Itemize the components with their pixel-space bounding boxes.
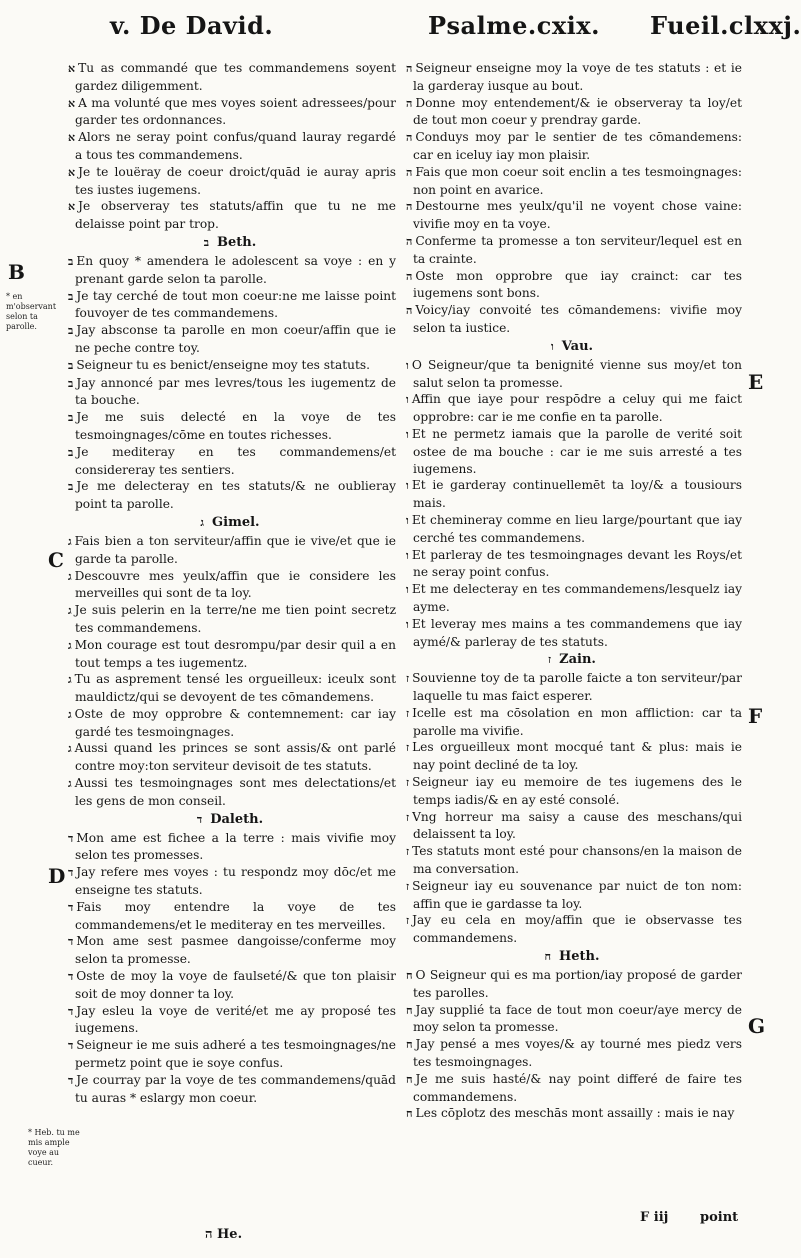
verse [402, 357, 742, 392]
section-heading [402, 337, 742, 357]
verse-marker: א [68, 165, 76, 179]
verse-marker: ב [68, 411, 74, 425]
verse [402, 705, 742, 740]
section-title: Beth. [217, 234, 257, 250]
running-header-center: Psalme.cxix. [428, 11, 600, 40]
verse-text: Aussi tes tesmoingnages sont mes delectations/et les gens de mon conseil. [74, 776, 396, 808]
verse-text: Et chemineray comme en lieu large/pourtant que iay cerché tes commandemens. [411, 512, 742, 545]
verse-marker: ו [406, 427, 409, 441]
verse-text: Et parleray de tes tesmoingnages devant les Roys/et ne seray point confus. [411, 547, 742, 580]
verse-text: Icelle est ma cōsolation en mon affliction: car ta parolle ma vivifie. [412, 705, 742, 738]
margin-letter-b: B [8, 260, 25, 284]
verse-marker: ז [406, 879, 410, 893]
verse-marker: ג [68, 638, 72, 652]
folio-number: Fueil.clxxj. [650, 11, 801, 40]
section-title: Heth. [558, 949, 600, 965]
verse-text: Et ie garderay continuellemēt ta loy/& a tousiours mais. [411, 478, 742, 511]
section-title: Daleth. [210, 811, 264, 827]
verse [402, 547, 742, 582]
verse-marker: ח [406, 1003, 413, 1017]
verse-marker: ב [68, 445, 74, 459]
verse-marker: ב [68, 480, 74, 494]
verse-text: Je suis pelerin en la terre/ne me tien point secretz tes commandemens. [74, 603, 396, 635]
verse-marker: ה [406, 269, 413, 283]
verse-marker: ג [68, 742, 72, 756]
verse [64, 899, 396, 934]
verse [402, 1036, 742, 1071]
verse-marker: ב [68, 324, 74, 338]
verse-marker: ז [406, 845, 410, 859]
verse-text: Mon ame est fichee a la terre : mais vivifie moy selon tes promesses. [75, 830, 396, 863]
verse-marker: ב [68, 358, 74, 372]
verse [64, 602, 396, 637]
margin-letter-f: F [748, 704, 763, 728]
verse-marker: ה [406, 62, 413, 75]
verse-text: Seigneur tu es benict/enseigne moy tes statuts. [76, 357, 370, 372]
margin-note-top: * en m'observant selon ta parolle. [6, 292, 57, 331]
verse-marker: ח [406, 1072, 413, 1086]
verse-marker: ג [68, 707, 72, 721]
verse-text: Oste de moy opprobre & contemnement: car iay gardé tes tesmoingnages. [74, 706, 396, 739]
verse-text: Souvienne toy de ta parolle faicte a ton serviteur/par laquelle tu mas faict esperer. [412, 671, 742, 704]
verse [402, 477, 742, 512]
verse-marker: ח [406, 1107, 413, 1121]
left-catchword: ה He. [205, 1227, 243, 1242]
verse-text: Seigneur iay eu memoire de tes iugemens des le temps iadis/& en ay esté consolé. [412, 775, 742, 807]
verse-marker: א [68, 62, 76, 75]
verse [64, 830, 396, 865]
verse-text: Mon ame sest pasmee dangoisse/conferme moy selon ta promesse. [75, 934, 396, 967]
verse [402, 426, 742, 477]
hebrew-letter: ח [544, 950, 551, 964]
verse-marker: ה [406, 165, 413, 179]
verse [64, 740, 396, 775]
verse-text: Vng horreur ma saisy a cause des meschans/qui delaissent ta loy. [412, 809, 742, 842]
margin-letter-c: C [48, 548, 64, 572]
verse [64, 444, 396, 479]
verse-text: En quoy * amendera le adolescent sa voye : en y prenant garde selon ta parolle. [75, 253, 396, 286]
verse-text: Donne moy entendement/& ie observeray ta loy/et de tout mon coeur y prendray garde. [413, 95, 742, 128]
verse-text: Fais moy entendre la voye de tes commandemens/et le mediteray en tes merveilles. [75, 899, 396, 932]
verse-text: Je courray par la voye de tes commandemens/quād tu auras * eslargy mon coeur. [75, 1072, 396, 1105]
verse [402, 843, 742, 878]
verse [402, 95, 742, 130]
verse-text: Je me delecteray en tes statuts/& ne oublieray point ta parolle. [75, 479, 396, 512]
verse-text: Je mediteray en tes commandemens/et considereray tes sentiers. [75, 444, 396, 477]
verse-marker: ו [406, 358, 409, 372]
verse [402, 268, 742, 303]
hebrew-letter: ב [203, 235, 210, 249]
verse-text: Je tay cerché de tout mon coeur:ne me laisse point fouvoyer de tes commandemens. [75, 288, 396, 321]
verse-marker: ד [68, 900, 74, 914]
hebrew-letter: ד [196, 812, 203, 826]
verse-text: Fais bien a ton serviteur/affin que ie vive/et que ie garde ta parolle. [74, 533, 396, 566]
verse [402, 967, 742, 1002]
catchword: point [700, 1210, 739, 1225]
verse [64, 253, 396, 288]
verse-marker: ז [406, 776, 410, 790]
verse [64, 1037, 396, 1072]
verse [64, 129, 396, 164]
verse-marker: ד [68, 1073, 74, 1087]
verse [402, 912, 742, 947]
verse-text: Je me suis hasté/& nay point differé de faire tes commandemens. [413, 1071, 742, 1104]
verse [64, 322, 396, 357]
verse [402, 164, 742, 199]
verse-text: Voicy/iay convoité tes cōmandemens: vivifie moy selon ta iustice. [413, 303, 742, 335]
verse-text: Oste mon opprobre que iay crainct: car tes iugemens sont bons. [413, 268, 742, 301]
verse-marker: א [68, 200, 76, 214]
verse-marker: ה [406, 200, 413, 214]
section-title: Gimel. [212, 514, 260, 530]
verse [64, 671, 396, 706]
verse [64, 375, 396, 410]
verse-marker: ה [406, 96, 413, 110]
verse [64, 164, 396, 199]
verse [64, 706, 396, 741]
verse-text: Jay annoncé par mes levres/tous les iugementz de ta bouche. [75, 375, 396, 408]
verse-marker: ז [406, 810, 410, 824]
verse-text: Jay eu cela en moy/affin que ie observasse tes commandemens. [412, 913, 742, 946]
verse-text: Je observeray tes statuts/affin que tu ne me delaisse point par trop. [75, 199, 396, 232]
verse [402, 670, 742, 705]
verse-marker: ד [68, 831, 74, 845]
verse-marker: ג [68, 604, 72, 618]
left-text-column [64, 60, 396, 1106]
verse [402, 1071, 742, 1106]
running-header-left: v. De David. [110, 11, 274, 40]
verse [402, 809, 742, 844]
verse-text: Jay supplié ta face de tout mon coeur/aye mercy de moy selon ta promesse. [413, 1002, 742, 1035]
verse-marker: ג [68, 777, 72, 791]
verse-text: Fais que mon coeur soit enclin a tes tesmoingnages: non point en avarice. [413, 164, 742, 197]
verse-text: A ma volunté que mes voyes soient adressees/pour garder tes ordonnances. [75, 95, 396, 128]
verse-text: Jay esleu la voye de verité/et me ay proposé tes iugemens. [75, 1003, 396, 1036]
verse [64, 775, 396, 810]
section-heading [402, 947, 742, 967]
verse [64, 288, 396, 323]
verse [64, 198, 396, 233]
verse-marker: ו [406, 513, 409, 527]
verse-text: Seigneur enseigne moy la voye de tes statuts : et ie la garderay iusque au bout. [413, 61, 742, 93]
verse-text: Alors ne seray point confus/quand lauray regardé a tous tes commandemens. [75, 130, 396, 162]
verse [64, 1072, 396, 1107]
verse [64, 1003, 396, 1038]
section-heading [64, 810, 396, 830]
verse [402, 1105, 742, 1123]
verse-text: Je te louëray de coeur droict/quād ie auray apris tes iustes iugemens. [75, 164, 396, 197]
verse-marker: ב [68, 289, 74, 303]
verse-text: O Seigneur qui es ma portion/iay proposé de garder tes parolles. [413, 968, 742, 1000]
hebrew-letter: ו [550, 339, 554, 353]
section-title: Vau. [561, 338, 594, 354]
margin-note-bottom: * Heb. tu me mis ample voye au cueur. [28, 1128, 80, 1167]
verse [402, 391, 742, 426]
verse-marker: ד [68, 1004, 74, 1018]
verse-text: Affin que iaye pour respōdre a celuy qui me faict opprobre: car ie me confie en ta parolle. [411, 392, 742, 425]
verse [64, 864, 396, 899]
margin-letter-g: G [748, 1014, 766, 1038]
verse [402, 739, 742, 774]
verse-marker: ז [406, 741, 410, 755]
verse-marker: ב [68, 376, 74, 390]
verse-marker: ה [406, 131, 413, 145]
verse [64, 533, 396, 568]
verse-text: Jay pensé a mes voyes/& ay tourné mes piedz vers tes tesmoingnages. [413, 1037, 742, 1070]
verse [402, 198, 742, 233]
verse [64, 933, 396, 968]
verse-text: Seigneur ie me suis adheré a tes tesmoingnages/ne permetz point que ie soye confus. [75, 1038, 396, 1071]
section-heading [402, 650, 742, 670]
verse-marker: ו [406, 479, 409, 493]
verse-text: Oste de moy la voye de faulseté/& que ton plaisir soit de moy donner ta loy. [75, 969, 396, 1001]
verse-text: Tes statuts mont esté pour chansons/en la maison de ma conversation. [412, 844, 742, 877]
verse-marker: ז [406, 672, 410, 686]
verse [402, 302, 742, 337]
verse-text: Et me delecteray en tes commandemens/lesquelz iay ayme. [411, 582, 742, 614]
verse-text: Et leveray mes mains a tes commandemens que iay aymé/& parleray de tes statuts. [411, 616, 742, 649]
verse-marker: ה [406, 304, 413, 318]
verse-marker: ו [406, 548, 409, 562]
section-heading [64, 233, 396, 253]
verse-marker: ג [68, 569, 72, 583]
verse [402, 233, 742, 268]
verse [64, 409, 396, 444]
section-heading [64, 513, 396, 533]
verse-text: Les cōplotz des meschās mont assailly : mais ie nay [415, 1106, 735, 1121]
verse-text: Aussi quand les princes se sont assis/& ont parlé contre moy:ton serviteur devisoit de tes statuts. [74, 741, 396, 774]
verse-marker: ה [406, 234, 413, 248]
verse-marker: ו [406, 583, 409, 597]
verse [402, 774, 742, 809]
verse-text: Tu as commandé que tes commandemens soyent gardez diligemment. [75, 61, 396, 93]
verse-marker: ד [68, 1039, 74, 1053]
verse-text: Et ne permetz iamais que la parolle de verité soit ostee de ma bouche : car ie me suis arresté a tes iugemens. [411, 426, 742, 476]
verse-text: Seigneur iay eu souvenance par nuict de ton nom: affin que ie gardasse ta loy. [412, 878, 742, 911]
verse-text: Mon courage est tout desrompu/par desir quil a en tout temps a tes iugementz. [74, 637, 396, 670]
verse-marker: ג [68, 534, 72, 548]
verse-marker: ז [406, 706, 410, 720]
margin-letter-e: E [748, 370, 764, 394]
verse [64, 357, 396, 375]
verse-marker: ז [406, 914, 410, 928]
hebrew-letter: ז [548, 653, 552, 667]
verse-marker: ח [406, 969, 413, 983]
verse [402, 60, 742, 95]
verse-marker: א [68, 131, 76, 145]
verse-text: Jay refere mes voyes : tu respondz moy dōc/et me enseigne tes statuts. [75, 865, 396, 898]
verse [402, 581, 742, 616]
verse [402, 1002, 742, 1037]
verse-text: Descouvre mes yeulx/affin que ie considere les merveilles qui sont de ta loy. [74, 568, 396, 601]
verse-marker: ד [68, 935, 74, 949]
verse-marker: א [68, 96, 76, 110]
margin-letter-d: D [48, 864, 66, 888]
verse [402, 129, 742, 164]
verse [64, 968, 396, 1003]
verse [64, 637, 396, 672]
verse-text: Conduys moy par le sentier de tes cōmandemens: car en iceluy iay mon plaisir. [413, 130, 742, 162]
verse-marker: ד [68, 970, 74, 984]
verse-marker: ד [68, 866, 74, 880]
verse-marker: ו [406, 393, 409, 407]
right-text-column [402, 60, 742, 1123]
verse-text: O Seigneur/que ta benignité vienne sus moy/et ton salut selon ta promesse. [411, 357, 742, 390]
verse [402, 616, 742, 651]
verse-text: Je me suis delecté en la voye de tes tesmoingnages/cōme en toutes richesses. [75, 410, 396, 442]
verse-marker: ו [406, 617, 409, 631]
verse [402, 512, 742, 547]
verse-text: Les orgueilleux mont mocqué tant & plus: mais ie nay point decliné de ta loy. [412, 740, 742, 773]
verse-marker: ח [406, 1038, 413, 1052]
signature-mark: F iij [640, 1210, 669, 1225]
verse-text: Conferme ta promesse a ton serviteur/lequel est en ta crainte. [413, 233, 742, 266]
verse-text: Jay absconse ta parolle en mon coeur/affin que ie ne peche contre toy. [75, 323, 396, 355]
verse-marker: ג [68, 673, 72, 687]
verse [64, 478, 396, 513]
section-title: Zain. [559, 652, 596, 668]
verse-text: Tu as asprement tensé les orgueilleux: iceulx sont mauldictz/qui se devoyent de tes cōmandemens. [74, 672, 396, 705]
verse [64, 95, 396, 130]
verse [402, 878, 742, 913]
verse [64, 60, 396, 95]
verse [64, 568, 396, 603]
hebrew-letter: ג [200, 515, 205, 529]
verse-marker: ב [68, 254, 74, 268]
verse-text: Destourne mes yeulx/qu'il ne voyent chose vaine: vivifie moy en ta voye. [413, 199, 742, 232]
